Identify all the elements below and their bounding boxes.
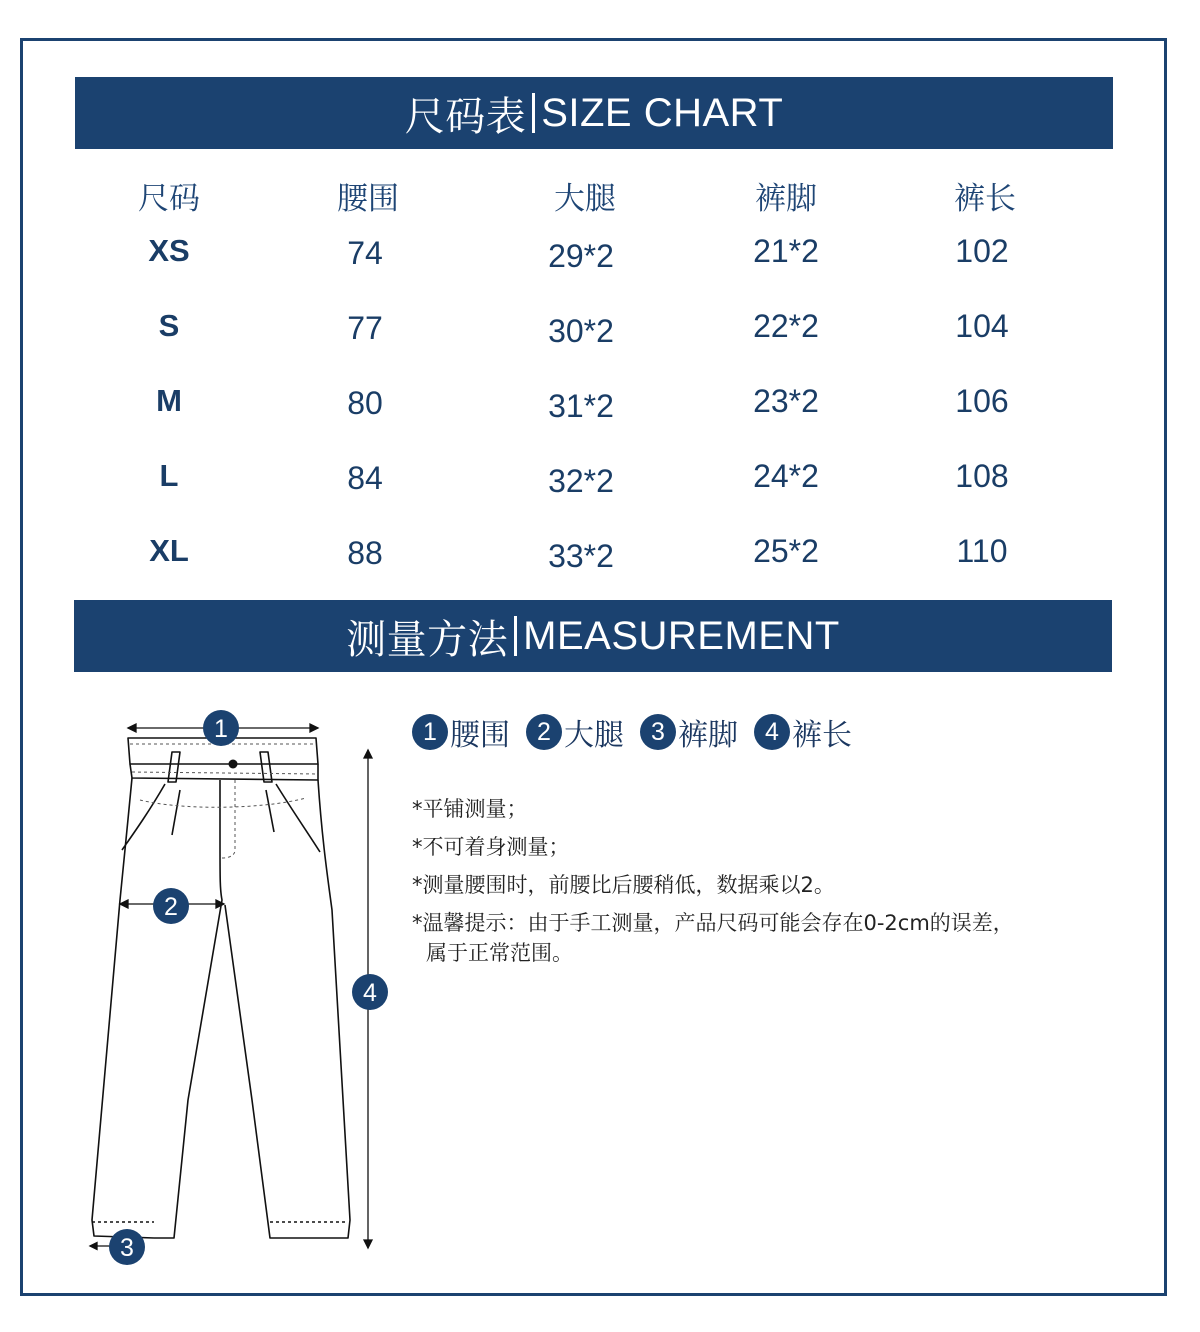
note-item-continued: 属于正常范围。 — [426, 941, 573, 965]
table-cell: 108 — [955, 458, 1009, 494]
legend-label: 大腿 — [564, 719, 624, 752]
table-header-cell: 尺码 — [138, 181, 200, 216]
marker-3-label: 3 — [120, 1234, 134, 1262]
table-cell: 25*2 — [753, 533, 819, 569]
table-cell: 33*2 — [548, 538, 614, 574]
table-header-row — [75, 173, 1113, 223]
measurement-title-en: MEASUREMENT — [523, 613, 840, 658]
size-chart-title-en: SIZE CHART — [541, 90, 784, 135]
legend-item — [412, 710, 510, 754]
table-row — [75, 533, 1113, 583]
legend-number-icon: 1 — [412, 714, 448, 750]
note-item: *温馨提示：由于手工测量，产品尺码可能会存在0-2cm的误差， — [412, 911, 1014, 935]
legend-label: 腰围 — [450, 719, 510, 752]
banner-divider — [532, 93, 535, 133]
table-row — [75, 233, 1113, 283]
marker-1-label: 1 — [214, 715, 228, 743]
measurement-banner — [74, 600, 1112, 672]
marker-2-label: 2 — [164, 893, 178, 921]
measurement-legend — [412, 710, 868, 754]
table-cell: 106 — [955, 383, 1009, 419]
legend-number-icon: 3 — [640, 714, 676, 750]
table-cell-size: S — [158, 308, 180, 343]
table-cell: 77 — [347, 310, 383, 346]
legend-item — [640, 710, 738, 754]
legend-number-icon: 4 — [754, 714, 790, 750]
table-cell-size: M — [156, 383, 182, 418]
table-cell: 102 — [955, 233, 1009, 269]
table-cell-size: L — [159, 458, 179, 493]
legend-label: 裤脚 — [678, 719, 738, 752]
pants-diagram — [80, 700, 400, 1280]
table-header-cell: 大腿 — [554, 181, 616, 216]
table-cell: 88 — [347, 535, 383, 571]
measurement-notes — [412, 794, 1132, 968]
table-header-cell: 裤脚 — [755, 181, 817, 216]
marker-4-label: 4 — [363, 979, 377, 1007]
table-cell: 24*2 — [753, 458, 819, 494]
table-cell: 21*2 — [753, 233, 819, 269]
note-item: *不可着身测量； — [412, 835, 570, 859]
note-item: *测量腰围时，前腰比后腰稍低，数据乘以2。 — [412, 873, 835, 897]
size-chart-title-cn: 尺码表 — [404, 94, 527, 139]
note-item: *平铺测量； — [412, 797, 528, 821]
legend-item — [526, 710, 624, 754]
table-cell: 74 — [347, 235, 383, 271]
table-row — [75, 383, 1113, 433]
table-row — [75, 458, 1113, 508]
table-header-cell: 裤长 — [954, 181, 1016, 216]
table-cell: 84 — [347, 460, 383, 496]
table-header-cell: 腰围 — [337, 181, 399, 216]
table-cell: 29*2 — [548, 238, 614, 274]
table-row — [75, 308, 1113, 358]
table-cell-size: XS — [148, 233, 190, 268]
legend-item — [754, 710, 852, 754]
table-cell: 23*2 — [753, 383, 819, 419]
table-cell-size: XL — [149, 533, 189, 568]
table-cell: 30*2 — [548, 313, 614, 349]
table-cell: 32*2 — [548, 463, 614, 499]
legend-label: 裤长 — [792, 719, 852, 752]
table-cell: 80 — [347, 385, 383, 421]
size-chart-banner — [75, 77, 1113, 149]
legend-number-icon: 2 — [526, 714, 562, 750]
banner-divider — [514, 616, 517, 656]
measurement-title-cn: 测量方法 — [346, 617, 509, 662]
table-cell: 110 — [956, 533, 1008, 569]
table-cell: 22*2 — [753, 308, 819, 344]
table-cell: 31*2 — [548, 388, 614, 424]
table-cell: 104 — [955, 308, 1009, 344]
